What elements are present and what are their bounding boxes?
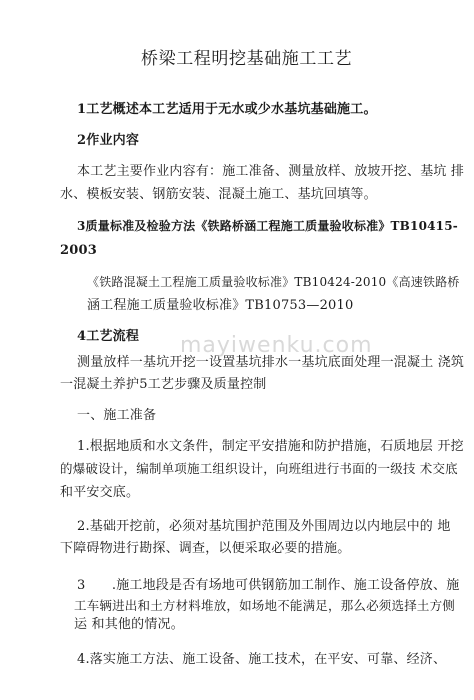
paragraph-line: 涵工程施工质量验收标准》TB10753—2010	[87, 298, 354, 313]
paragraph-line: 下障碍物进行勘探、调查，以便采取必要的措施。	[60, 541, 351, 556]
paragraph-line: 1.根据地质和水文条件，制定平安措施和防护措施，石质地层 开挖	[77, 439, 464, 454]
section-2-heading: 2作业内容	[77, 133, 140, 148]
paragraph-line: 测量放样一基坑开挖一设置基坑排水一基坑底面处理一混凝土 浇筑	[77, 355, 465, 370]
section-1-overview: 1工艺概述本工艺适用于无水或少水基坑基础施工。	[77, 102, 377, 117]
paragraph-line: 的爆破设计，编制单项施工组织设计，向班组进行书面的一级技 术交底	[60, 461, 458, 476]
page-title: 桥梁工程明挖基础施工工艺	[141, 49, 353, 69]
paragraph-line: 本工艺主要作业内容有：施工准备、测量放样、放坡开挖、基坑 排	[77, 164, 465, 179]
paragraph-line: 4.落实施工方法、施工设备、施工技术，在平安、可靠、经济、	[77, 652, 447, 667]
paragraph-line: 2.基础开挖前，必须对基坑围护范围及外围周边以内地层中的 地	[77, 519, 451, 534]
paragraph-line: 和平安交底。	[60, 485, 140, 500]
paragraph-line: 运 和其他的情况。	[74, 617, 184, 632]
paragraph-line: 工车辆进出和土方材料堆放，如场地不能满足，那么必须选择土方侧	[74, 598, 456, 613]
paragraph-line: 水、模板安装、钢筋安装、混凝土施工、基坑回填等。	[60, 187, 377, 202]
paragraph-line: 《铁路混凝土工程施工质量验收标准》TB10424-2010《高速铁路桥	[87, 275, 460, 289]
paragraph-line: 3 .施工地段是否有场地可供钢筋加工制作、施工设备停放、施	[77, 578, 460, 593]
paragraph-line: 一混凝土养护5工艺步骤及质量控制	[60, 377, 267, 392]
section-4-heading: 4工艺流程	[77, 329, 140, 344]
watermark-text: mayiwenku.com	[180, 333, 373, 358]
subsection-heading: 一、施工准备	[77, 408, 157, 423]
section-3-heading-cont: 2003	[60, 243, 97, 258]
section-3-heading: 3质量标准及检验方法《铁路桥涵工程施工质量验收标准》TB10415-	[77, 219, 458, 233]
